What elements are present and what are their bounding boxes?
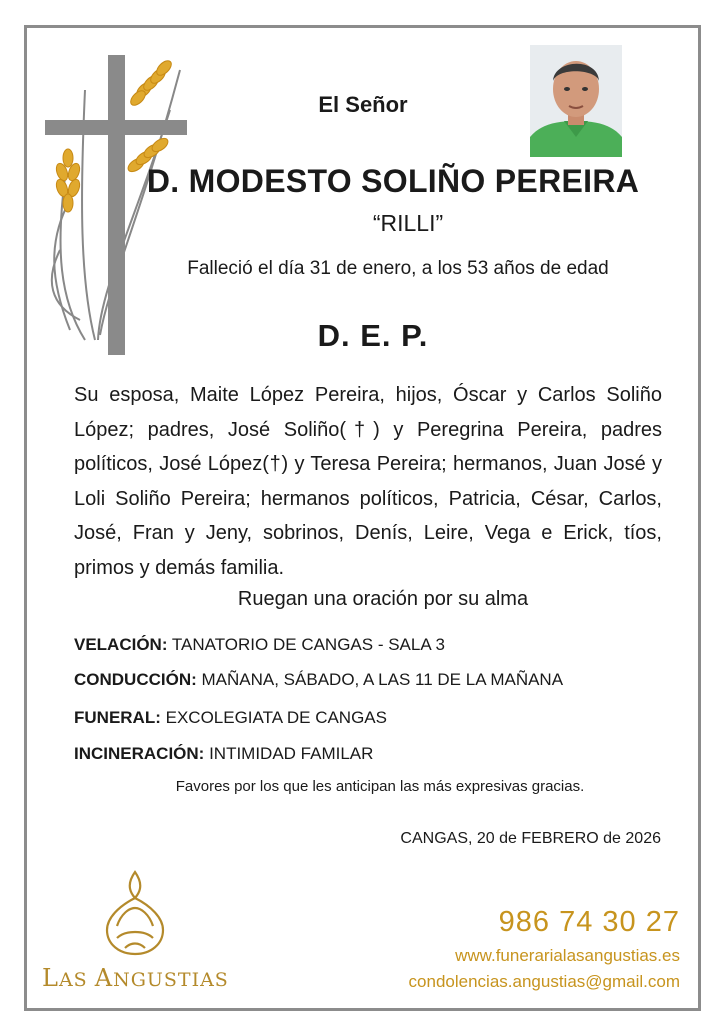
detail-label: CONDUCCIÓN:: [74, 670, 197, 689]
detail-value: INTIMIDAD FAMILAR: [204, 744, 374, 763]
deceased-name: D. MODESTO SOLIÑO PEREIRA: [146, 163, 640, 199]
dep-heading: D. E. P.: [317, 318, 429, 353]
place-date: CANGAS, 20 de FEBRERO de 2026: [400, 830, 661, 847]
detail-label: INCINERACIÓN:: [74, 744, 205, 763]
detail-velacion: [74, 635, 694, 655]
nickname: “RILLI”: [372, 210, 444, 236]
detail-value: EXCOLEGIATA DE CANGAS: [160, 708, 387, 727]
brand-initial-l: L: [42, 964, 59, 992]
thanks-line: Favores por los que les anticipan las más expresivas gracias.: [175, 778, 585, 795]
title-prefix: El Señor: [318, 92, 408, 117]
brand-as: AS: [58, 969, 95, 991]
phone-number: 986 74 30 27: [498, 906, 680, 938]
detail-funeral: [74, 708, 694, 728]
death-line: Falleció el día 31 de enero, a los 53 años de edad: [187, 258, 609, 279]
detail-label: FUNERAL:: [74, 708, 161, 727]
detail-incineracion: [74, 744, 694, 764]
detail-label: VELACIÓN:: [74, 635, 168, 654]
website-link[interactable]: www.funerarialasangustias.es: [455, 946, 680, 965]
brand-initial-a: A: [94, 964, 114, 992]
detail-value: MAÑANA, SÁBADO, A LAS 11 DE LA MAÑANA: [196, 670, 564, 689]
detail-value: TANATORIO DE CANGAS - SALA 3: [167, 635, 445, 654]
prayer-line: Ruegan una oración por su alma: [237, 588, 529, 610]
family-paragraph: Su esposa, Maite López Pereira, hijos, Óscar y Carlos Soliño López; padres, José Soliño(†) y Peregrina Pereira, padres políticos, José López(†) y Teresa Pereira; hermanos, Juan José y Loli Soliño Pereira; hermanos políticos, Patricia, César, Carlos, José, Fran y Jeny, sobrinos, Denís, Leire, Vega e Erick, tíos, primos y demás familia.: [74, 384, 662, 579]
email-link[interactable]: condolencias.angustias@gmail.com: [408, 972, 680, 991]
brand-rest: NGUSTIAS: [113, 969, 229, 991]
detail-conduccion: [74, 670, 694, 690]
